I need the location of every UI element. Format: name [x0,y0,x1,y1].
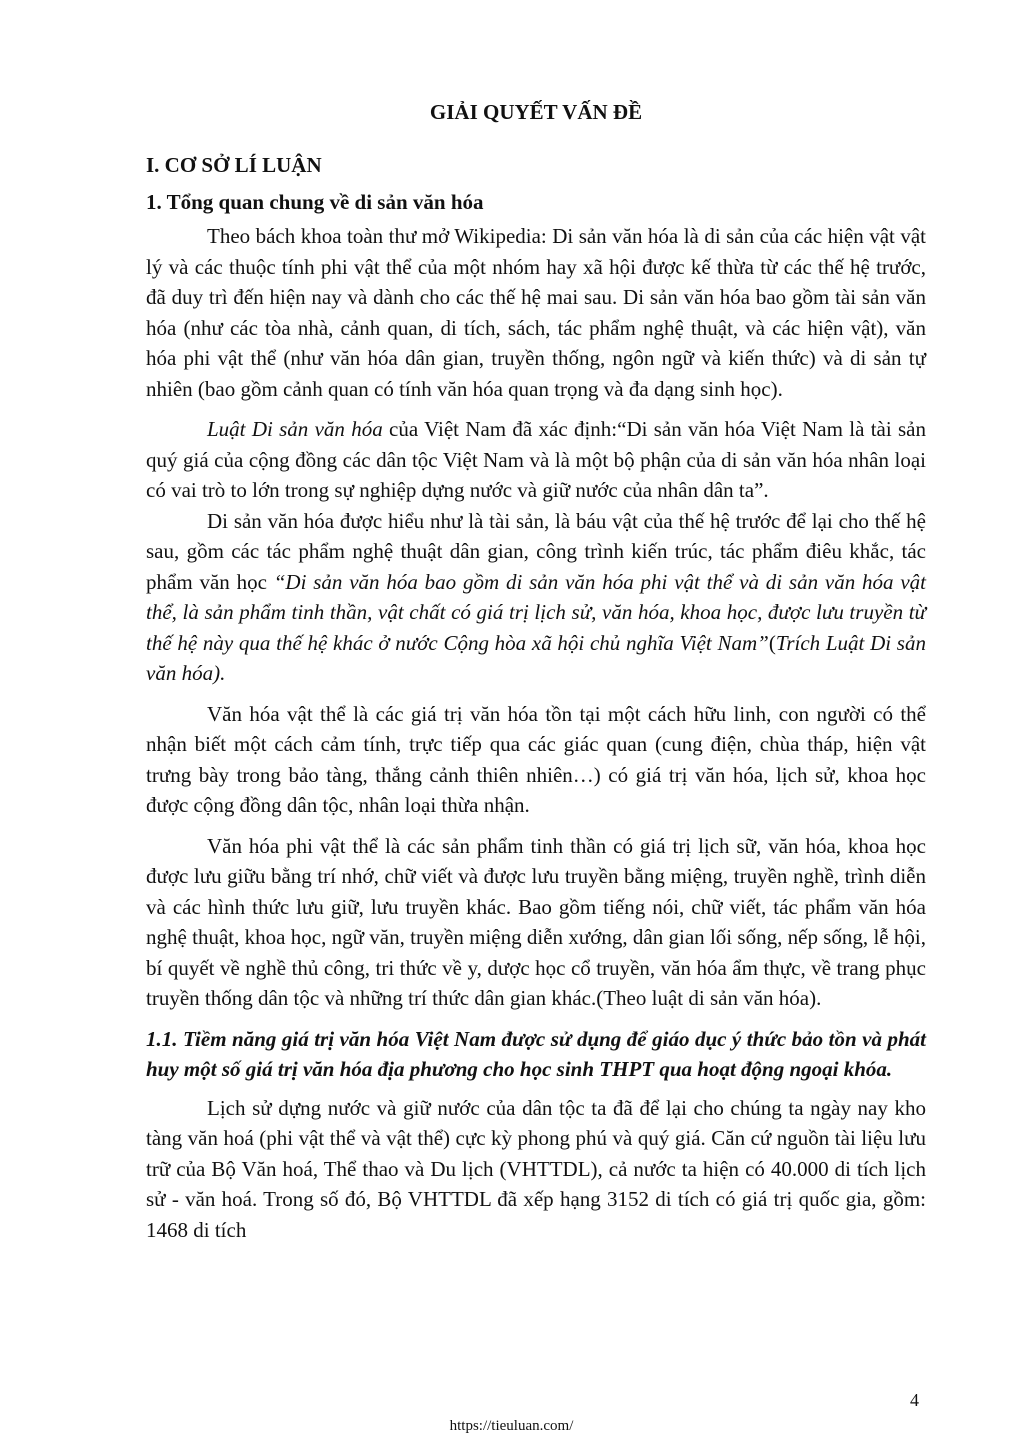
page-number: 4 [910,1390,919,1410]
paragraph-tangible-culture: Văn hóa vật thể là các giá trị văn hóa tồn tại một cách hữu linh, con người có thể nhận biết một cách cảm tính, trực tiếp qua các giác quan (cung điện, chùa tháp, hiện vật trưng bày trong bảo tàng, thắng cảnh thiên nhiên…) có giá trị văn hóa, lịch sử, khoa học được cộng đồng dân tộc, nhân loại thừa nhận. [146,701,926,817]
law-title: Luật Di sản văn hóa [207,417,383,441]
paragraph-heritage-meaning [146,506,926,689]
heritage-text: Di sản văn hóa được hiểu như là tài sản, là báu vật của thế hệ trước để lại cho thế hệ sau, gồm các tác phẩm nghệ thuật dân gian, công trình kiến trúc, tác phẩm điêu khắc, tác phẩm văn học [146,508,926,594]
subsection-heading-1-1: 1.1. Tiềm năng giá trị văn hóa Việt Nam được sử dụng để giáo dục ý thức bảo tồn và phát huy một số giá trị văn hóa địa phương cho học sinh THPT qua hoạt động ngoại khóa. [146,1026,926,1081]
section-heading: I. CƠ SỞ LÍ LUẬN [146,153,322,177]
document-title: GIẢI QUYẾT VẤN ĐỀ [429,100,643,124]
document-page [146,100,926,1245]
footer-url: https://tieuluan.com/ [449,1418,574,1434]
paragraph-wikipedia-definition: Theo bách khoa toàn thư mở Wikipedia: Di sản văn hóa là di sản của các hiện vật vật lý và các thuộc tính phi vật thể của một nhóm hay xã hội được kế thừa từ các thế hệ trước, đã duy trì đến hiện nay và dành cho các thế hệ mai sau. Di sản văn hóa bao gồm tài sản văn hóa (như các tòa nhà, cảnh quan, di tích, sách, tác phẩm nghệ thuật, và các hiện vật), văn hóa phi vật thể (như văn hóa dân gian, truyền thống, ngôn ngữ và kiến thức) và di sản tự nhiên (bao gồm cảnh quan có tính văn hóa quan trọng và đa dạng sinh học). [146,224,926,401]
heritage-citation: Trích Luật Di sản văn hóa). [146,630,926,685]
paragraph-law-definition [146,414,926,506]
paragraph-intangible-culture: Văn hóa phi vật thể là các sản phẩm tinh thần có giá trị lịch sữ, văn hóa, khoa học được lưu giữu bằng trí nhớ, chữ viết và được lưu truyền bằng miệng, truyền nghề, trình diễn và các hình thức lưu giữ, lưu truyền khác. Bao gồm tiếng nói, chữ viết, tác phẩm văn hóa nghệ thuật, khoa học, ngữ văn, truyền miệng diễn xướng, dân gian lối sống, nếp sống, lễ hội, bí quyết về nghề thủ công, tri thức về y, dược học cổ truyền, văn hóa ẩm thực, về trang phục truyền thống dân tộc và những trí thức dân gian khác.(Theo luật di sản văn hóa). [146,833,926,1010]
paragraph-history: Lịch sử dựng nước và giữ nước của dân tộc ta đã để lại cho chúng ta ngày nay kho tàng văn hoá (phi vật thể và vật thể) cực kỳ phong phú và quý giá. Căn cứ nguồn tài liệu lưu trữ của Bộ Văn hoá, Thể thao và Du lịch (VHTTDL), cả nước ta hiện có 40.000 di tích lịch sử - văn hoá. Trong số đó, Bộ VHTTDL đã xếp hạng 3152 di tích có giá trị quốc gia, gồm: 1468 di tích [146,1095,926,1242]
paren-open: ( [768,630,776,655]
law-text: của Việt Nam đã xác định:“Di sản văn hóa Việt Nam là tài sản quý giá của cộng đồng các dân tộc Việt Nam và là một bộ phận của di sản văn hóa nhân loại có vai trò to lớn trong sự nghiệp dựng nước và giữ nước của nhân dân ta”. [146,417,926,502]
subsection-heading: 1. Tổng quan chung về di sản văn hóa [146,190,484,214]
heritage-quote: “Di sản văn hóa bao gồm di sản văn hóa phi vật thể và di sản văn hóa vật thể, là sản phẩm tinh thần, vật chất có giá trị lịch sử, văn hóa, khoa học, được lưu truyền từ thế hệ này qua thế hệ khác ở nước Cộng hòa xã hội chủ nghĩa Việt Nam” [146,569,927,655]
